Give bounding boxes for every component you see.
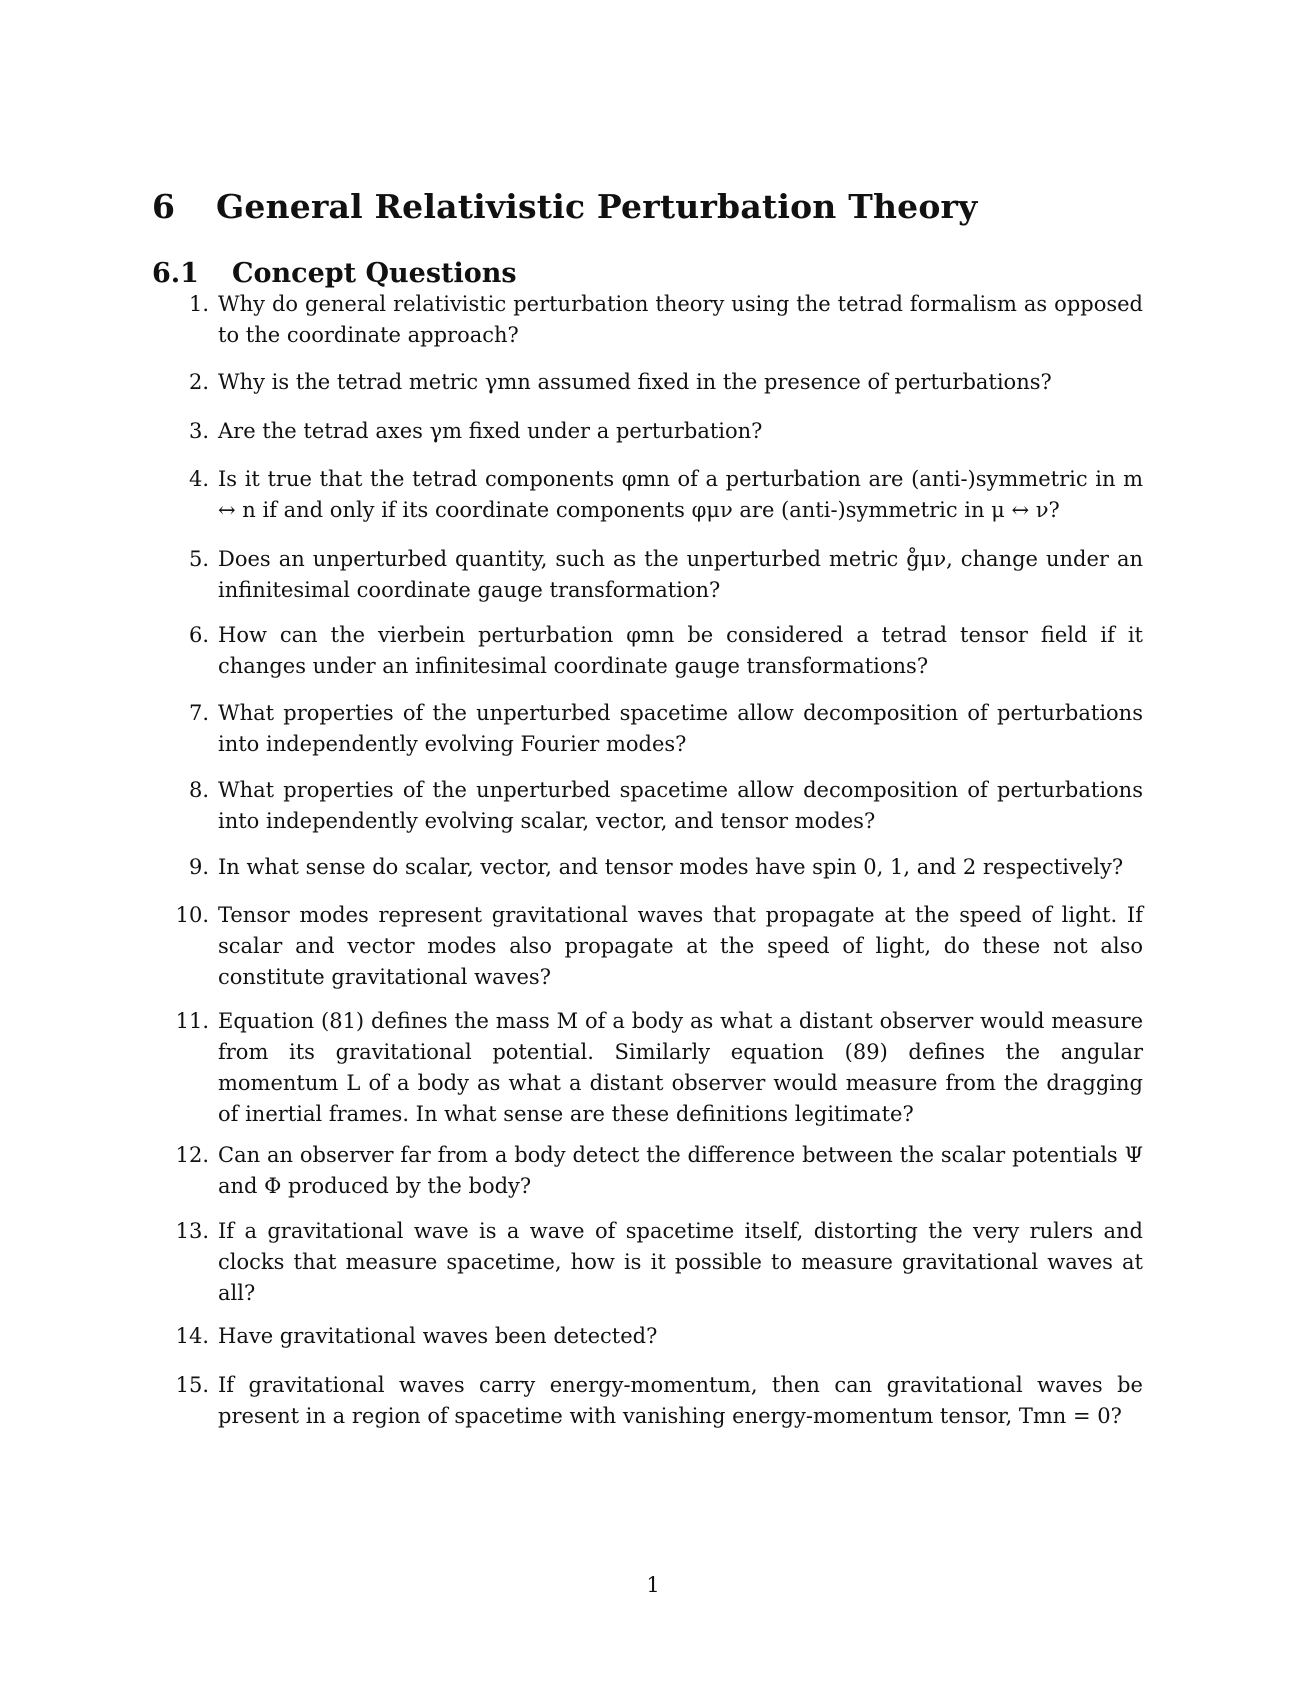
- question-number: 5.: [188, 547, 209, 571]
- question-text: Why is the tetrad metric γmn assumed fixed in the presence of perturbations?: [218, 370, 1052, 394]
- question-item: [175, 1140, 1143, 1202]
- question-number: 13.: [175, 1219, 209, 1243]
- question-text: If gravitational waves carry energy-momentum, then can gravitational waves be present in a region of spacetime with vanishing energy-momentum tensor, Tmn = 0?: [218, 1373, 1143, 1428]
- question-number: 10.: [175, 903, 209, 927]
- question-item: [188, 775, 1143, 837]
- question-item: [188, 852, 1143, 883]
- question-text: What properties of the unperturbed spacetime allow decomposition of perturbations into independently evolving scalar, vector, and tensor modes?: [218, 778, 1143, 833]
- question-number: 4.: [188, 467, 209, 491]
- question-number: 14.: [175, 1324, 209, 1348]
- question-number: 8.: [188, 778, 209, 802]
- question-text: Can an observer far from a body detect the difference between the scalar potentials Ψ and Φ produced by the body?: [218, 1143, 1143, 1198]
- question-number: 6.: [188, 623, 209, 647]
- question-item: [188, 698, 1143, 760]
- question-number: 12.: [175, 1143, 209, 1167]
- question-text: How can the vierbein perturbation φmn be considered a tetrad tensor field if it changes under an infinitesimal coordinate gauge transformations?: [218, 623, 1143, 678]
- question-text: Is it true that the tetrad components φmn of a perturbation are (anti-)symmetric in m ↔ n if and only if its coordinate components φμν are (anti-)symmetric in μ ↔ ν?: [218, 467, 1143, 522]
- question-item: [188, 620, 1143, 682]
- question-number: 7.: [188, 701, 209, 725]
- question-text: What properties of the unperturbed spacetime allow decomposition of perturbations into independently evolving Fourier modes?: [218, 701, 1143, 756]
- question-text: Why do general relativistic perturbation theory using the tetrad formalism as opposed to the coordinate approach?: [218, 292, 1143, 347]
- page-number: 1: [646, 1573, 660, 1597]
- subsection-number: 6.1: [152, 258, 199, 289]
- question-text: Does an unperturbed quantity, such as the unperturbed metric g̊μν, change under an infinitesimal coordinate gauge transformation?: [218, 547, 1143, 602]
- question-text: Tensor modes represent gravitational waves that propagate at the speed of light. If scalar and vector modes also propagate at the speed of light, do these not also constitute gravitational waves?: [218, 903, 1143, 989]
- question-text: In what sense do scalar, vector, and tensor modes have spin 0, 1, and 2 respectively?: [218, 855, 1124, 879]
- question-item: [188, 464, 1143, 526]
- question-text: Have gravitational waves been detected?: [218, 1324, 658, 1348]
- question-text: Equation (81) defines the mass M of a body as what a distant observer would measure from its gravitational potential. Similarly equation (89) defines the angular momentum L of a body as what a distant observer would measure from the dragging of inertial frames. In what sense are these definitions legitimate?: [218, 1009, 1143, 1126]
- question-number: 15.: [175, 1373, 209, 1397]
- question-item: [175, 1321, 1143, 1352]
- question-item: [175, 1370, 1143, 1432]
- question-text: Are the tetrad axes γm fixed under a perturbation?: [218, 419, 763, 443]
- question-item: [188, 367, 1143, 398]
- question-item: [175, 1006, 1143, 1130]
- section-number: 6: [152, 187, 176, 226]
- question-item: [175, 1216, 1143, 1309]
- question-item: [188, 416, 1143, 447]
- subsection-title: Concept Questions: [232, 258, 517, 289]
- question-text: If a gravitational wave is a wave of spacetime itself, distorting the very rulers and clocks that measure spacetime, how is it possible to measure gravitational waves at all?: [218, 1219, 1143, 1305]
- question-number: 11.: [175, 1009, 209, 1033]
- question-number: 3.: [188, 419, 209, 443]
- question-item: [188, 544, 1143, 606]
- section-title: General Relativistic Perturbation Theory: [216, 187, 978, 226]
- question-number: 2.: [188, 370, 209, 394]
- question-number: 9.: [188, 855, 209, 879]
- question-item: [188, 289, 1143, 351]
- question-item: [175, 900, 1143, 993]
- question-number: 1.: [188, 292, 209, 316]
